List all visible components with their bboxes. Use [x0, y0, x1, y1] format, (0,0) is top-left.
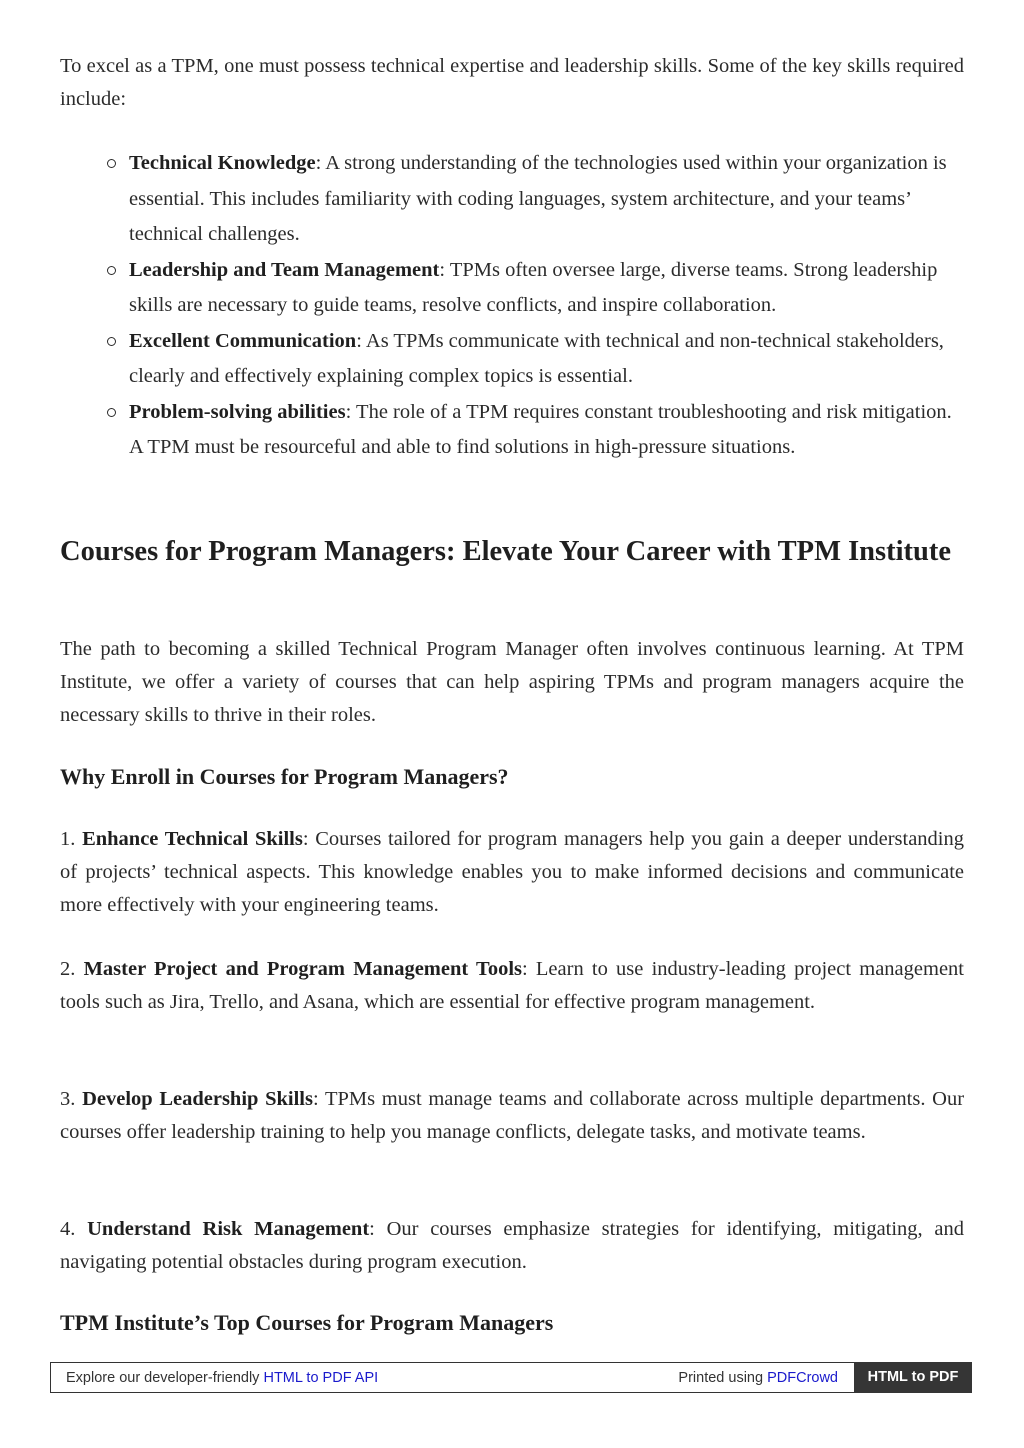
skill-text: : TPMs often oversee large, diverse teams. Strong leadership skills are necessary to guide teams, resolve conflicts, and inspire collaboration. [129, 258, 938, 316]
benefit-paragraph [60, 953, 964, 1019]
benefit-number: 2. [60, 958, 76, 980]
skill-text: : A strong understanding of the technologies used within your organization is essential. This includes familiarity with coding languages, system architecture, and your teams’ technical challenges. [129, 152, 947, 245]
benefit-term: Enhance Technical Skills [82, 828, 303, 850]
footer-explore [66, 1370, 378, 1386]
benefit-term: Master Project and Program Management Tools [83, 958, 522, 980]
circle-bullet-icon [107, 266, 116, 275]
footer-printed-text: Printed using [678, 1370, 768, 1386]
benefit-paragraph [60, 1083, 964, 1149]
skill-term: Problem-solving abilities [129, 400, 346, 423]
list-item [60, 146, 964, 253]
list-item [60, 324, 964, 395]
html-to-pdf-api-link[interactable]: HTML to PDF API [263, 1370, 379, 1386]
benefit-paragraph [60, 1213, 964, 1279]
benefit-number: 3. [60, 1088, 76, 1110]
list-item [60, 253, 964, 324]
circle-bullet-icon [107, 408, 116, 417]
footer-explore-text: Explore our developer-friendly [66, 1370, 264, 1386]
benefit-text: : Learn to use industry-leading project management tools such as Jira, Trello, and Asana, which are essential for effective program management. [60, 958, 964, 1013]
top-courses-heading: TPM Institute’s Top Courses for Program Managers [60, 1310, 554, 1335]
pdf-footer-banner [50, 1362, 972, 1393]
benefit-number: 4. [60, 1218, 76, 1240]
benefit-term: Understand Risk Management [87, 1218, 370, 1240]
skill-term: Excellent Communication [129, 329, 357, 352]
intro-paragraph: To excel as a TPM, one must possess technical expertise and leadership skills. Some of the key skills required include: [60, 55, 964, 110]
benefit-paragraph [60, 823, 964, 922]
list-item [60, 395, 964, 466]
skills-list [60, 146, 964, 466]
html-to-pdf-button[interactable]: HTML to PDF [854, 1362, 972, 1393]
benefit-text: : Courses tailored for program managers help you gain a deeper understanding of projects’ technical aspects. This knowledge enables you to make informed decisions and communicate more effectively with your engineering teams. [60, 828, 965, 916]
benefit-text: : TPMs must manage teams and collaborate across multiple departments. Our courses offer leadership training to help you manage conflicts, delegate tasks, and motivate teams. [60, 1088, 965, 1143]
benefit-number: 1. [60, 828, 76, 850]
benefit-term: Develop Leadership Skills [82, 1088, 313, 1110]
circle-bullet-icon [107, 337, 116, 346]
footer-printed [678, 1370, 838, 1386]
benefit-text: : Our courses emphasize strategies for identifying, mitigating, and navigating potential obstacles during program execution. [60, 1218, 965, 1273]
pdfcrowd-link[interactable]: PDFCrowd [767, 1370, 838, 1386]
skill-term: Leadership and Team Management [129, 258, 440, 281]
skill-text: : The role of a TPM requires constant troubleshooting and risk mitigation. A TPM must be resourceful and able to find solutions in high-pressure situations. [129, 400, 952, 458]
circle-bullet-icon [107, 159, 116, 168]
skill-text: : As TPMs communicate with technical and non-technical stakeholders, clearly and effectively explaining complex topics is essential. [129, 329, 944, 387]
section-heading: Courses for Program Managers: Elevate Your Career with TPM Institute [60, 536, 952, 567]
section-paragraph: The path to becoming a skilled Technical Program Manager often involves continuous learning. At TPM Institute, we offer a variety of courses that can help aspiring TPMs and program managers acquire the necessary skills to thrive in their roles. [60, 638, 964, 726]
skill-term: Technical Knowledge [129, 152, 316, 174]
why-heading: Why Enroll in Courses for Program Managers? [60, 764, 509, 789]
